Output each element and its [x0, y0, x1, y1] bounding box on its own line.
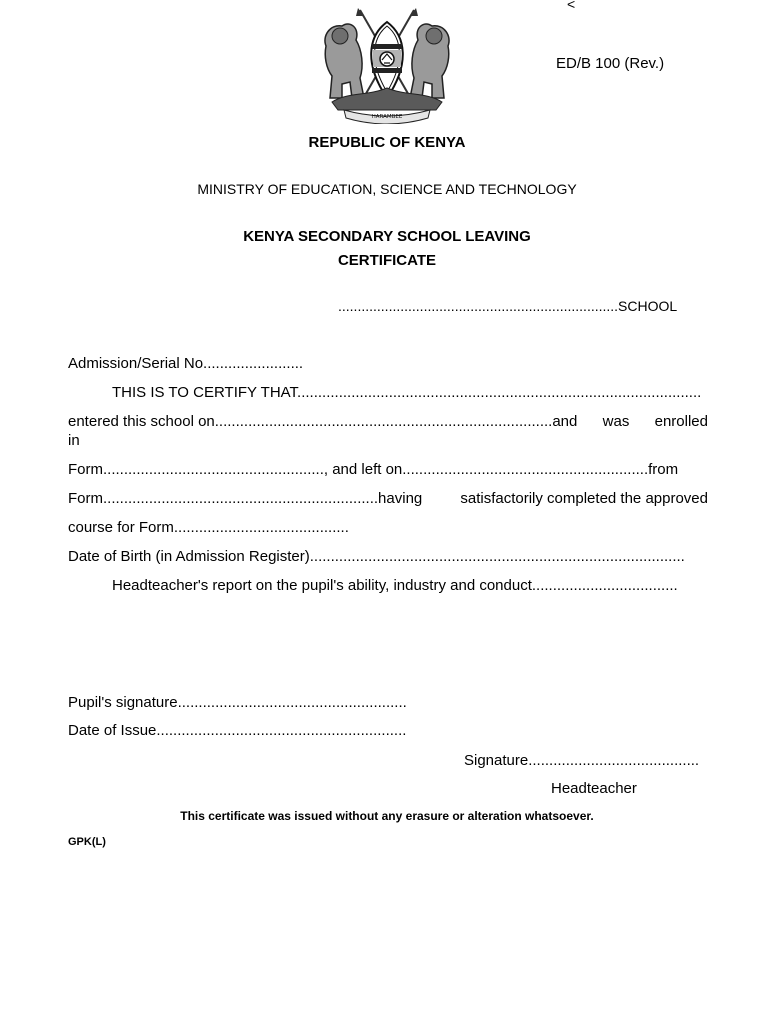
entered-school-text: entered this school on.................................................................................and	[68, 413, 578, 430]
coat-of-arms-emblem	[318, 6, 456, 124]
course-form-line: course for Form..........................................	[68, 519, 349, 536]
signature-line: Signature.........................................	[464, 752, 700, 769]
svg-text:HARAMBEE: HARAMBEE	[371, 114, 403, 120]
headteacher-report-line: Headteacher's report on the pupil's ability, industry and conduct...................................	[112, 577, 678, 594]
date-of-birth-line: Date of Birth (in Admission Register)..........................................................................................	[68, 548, 685, 565]
admission-serial-line: Admission/Serial No........................	[68, 355, 304, 372]
no-alteration-notice: This certificate was issued without any erasure or alteration whatsoever.	[180, 809, 594, 823]
gpk-mark: GPK(L)	[68, 836, 106, 848]
entered-school-line	[68, 413, 708, 430]
form-having-text: Form..................................................................having	[68, 490, 423, 507]
school-name-line: ........................................................................SCHOOL	[338, 298, 678, 314]
ministry-heading: MINISTRY OF EDUCATION, SCIENCE AND TECHNOLOGY	[197, 181, 577, 197]
certificate-title-line2: CERTIFICATE	[337, 252, 437, 269]
completed-approved-text: satisfactorily completed the approved	[460, 490, 708, 507]
certificate-title-line1: KENYA SECONDARY SCHOOL LEAVING	[243, 228, 531, 245]
pupil-signature-line: Pupil's signature.......................................................	[68, 694, 407, 711]
republic-heading: REPUBLIC OF KENYA	[308, 134, 466, 151]
form-having-line	[68, 490, 708, 507]
in-word: in	[68, 432, 80, 449]
date-of-issue-line: Date of Issue............................................................	[68, 722, 407, 739]
was-word: was	[602, 413, 630, 430]
enrolled-word: enrolled	[654, 413, 708, 430]
form-left-line: Form....................................................., and left on...........................................................from	[68, 461, 679, 478]
form-code: ED/B 100 (Rev.)	[556, 55, 665, 72]
certify-line: THIS IS TO CERTIFY THAT.................................................................................................	[112, 384, 702, 401]
corner-mark: <	[567, 0, 576, 12]
headteacher-label: Headteacher	[551, 780, 637, 797]
